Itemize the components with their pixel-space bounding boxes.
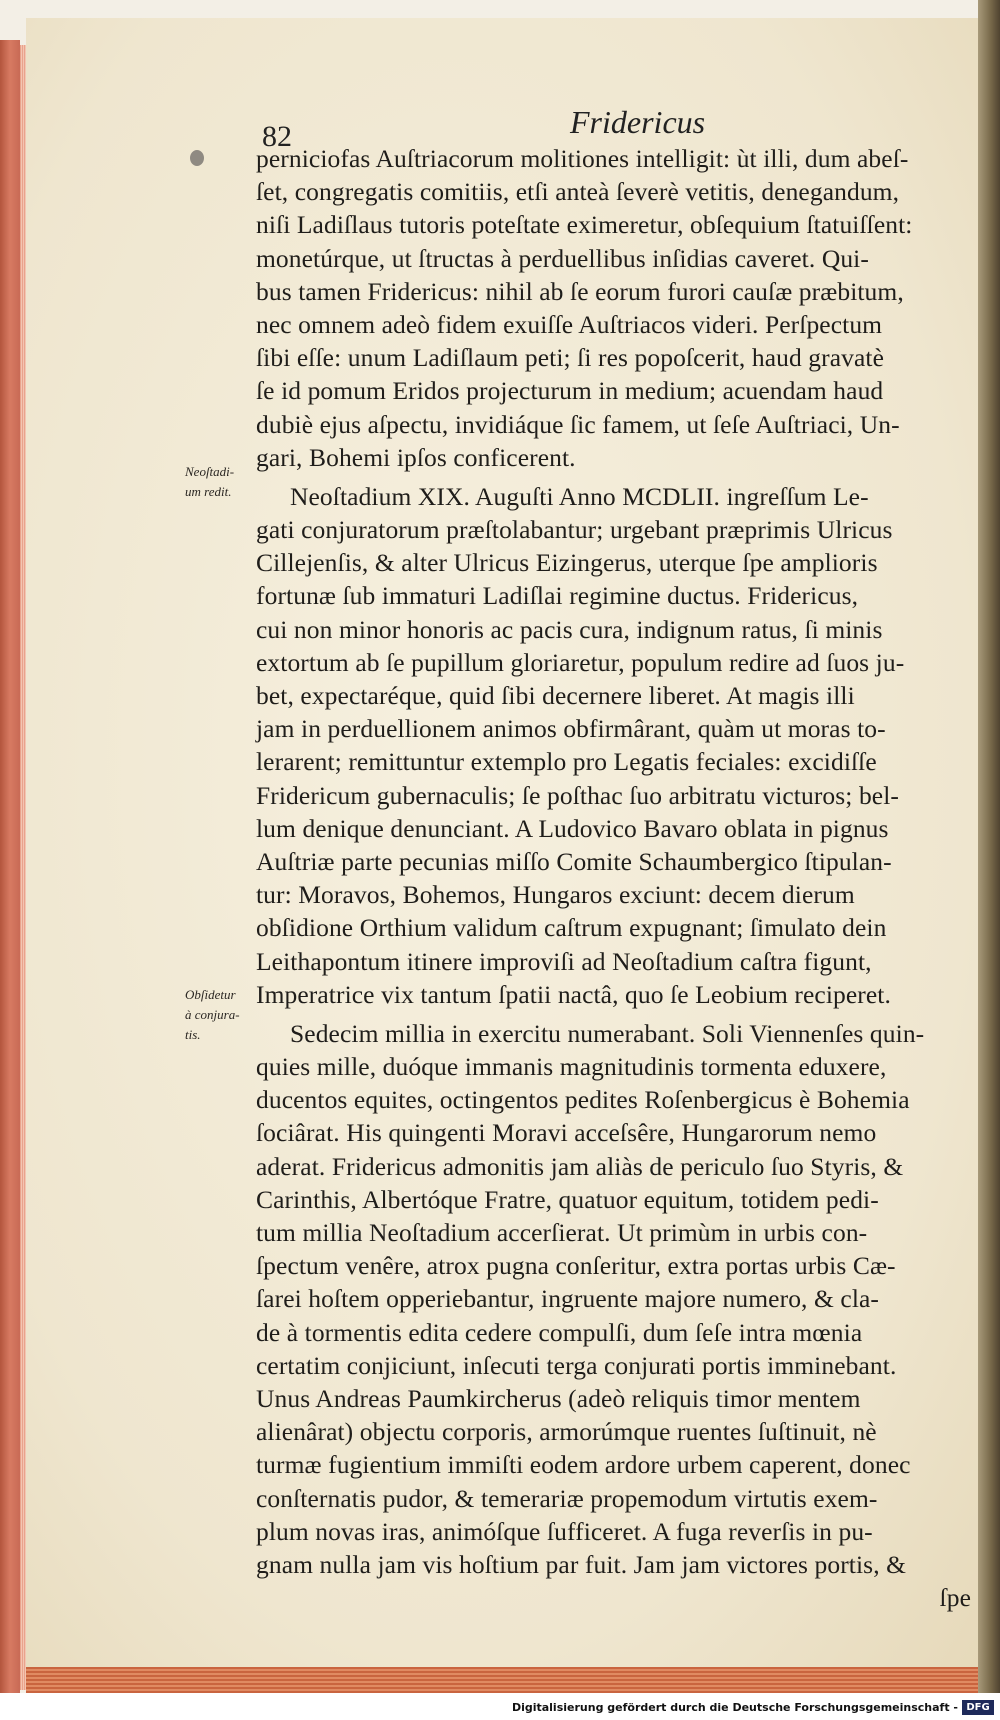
binding-hole [190, 150, 204, 166]
text-line: ſet, congregatis comitiis, etſi anteà ſeverè vetitis, denegandum, [256, 177, 900, 207]
text-line: plum novas iras, animóſque ſufficeret. A fuga reverſis in pu- [256, 1516, 873, 1546]
text-line: quies mille, duóque immanis magnitudinis tormenta eduxere, [256, 1052, 887, 1082]
marginal-note-1 [185, 462, 265, 502]
text-line: aderat. Fridericus admonitis jam aliàs de periculo ſuo Styris, & [256, 1151, 904, 1181]
page-number: 82 [262, 120, 292, 153]
text-line: extortum ab ſe pupillum gloriaretur, populum redire ad ſuos ju- [256, 647, 905, 677]
running-head: Fridericus [570, 104, 706, 140]
text-line: certatim conjiciunt, inſecuti terga conjurati portis imminebant. [256, 1350, 897, 1380]
text-line: fortunæ ſub immaturi Ladiſlai regimine ductus. Fridericus, [256, 581, 859, 611]
text-line: gati conjuratorum præſtolabantur; urgebant præprimis Ulricus [256, 515, 893, 545]
text-line: dubiè ejus aſpectu, invidiáque ſic famem, ut ſeſe Auſtriaci, Un- [256, 409, 900, 439]
text-line: gari, Bohemi ipſos conficerent. [256, 442, 576, 472]
marginal-note-2 [185, 985, 265, 1045]
page-edge-right [978, 0, 1000, 1695]
text-line: turmæ fugientium immiſti eodem ardore urbem caperent, donec [256, 1450, 911, 1480]
paragraph-1 [256, 142, 971, 474]
text-line: conſternatis pudor, & temerariæ propemodum virtutis exem- [256, 1483, 878, 1513]
text-line: Leithapontum itinere improviſi ad Neoſtadium caſtra figunt, [256, 946, 872, 976]
text-line: cui non minor honoris ac pacis cura, indignum ratus, ſi minis [256, 614, 883, 644]
marginal-line: tis. [185, 1027, 201, 1042]
text-line: ſpectum venêre, atrox pugna conſeritur, extra portas urbis Cæ- [256, 1251, 896, 1281]
paragraph-2 [256, 480, 971, 1011]
paragraph-3 [256, 1017, 971, 1581]
catchword: ſpe [939, 1583, 971, 1613]
text-line: bet, expectaréque, quid ſibi decernere liberet. At magis illi [256, 681, 855, 710]
marginal-line: Neoſtadi- [185, 464, 235, 479]
text-line: Unus Andreas Paumkircherus (adeò reliquis timor mentem [256, 1383, 861, 1413]
text-line: Fridericum gubernaculis; ſe poſthac ſuo arbitratu victuros; bel- [256, 780, 900, 810]
text-line: alienârat) objectu corporis, armorúmque ruentes ſuſtinuit, nè [256, 1417, 877, 1447]
text-line: bus tamen Fridericus: nihil ab ſe eorum furori cauſæ præbitum, [256, 276, 904, 306]
text-line: Cillejenſis, & alter Ulricus Eizingerus, uterque ſpe amplioris [256, 548, 878, 578]
body-text [256, 142, 971, 1614]
marginal-line: Obſidetur [185, 987, 236, 1002]
text-line: ducentos equites, octingentos pedites Roſenbergicus è Bohemia [256, 1085, 910, 1115]
marginal-line: à conjura- [185, 1007, 240, 1022]
text-line: ſe id pomum Eridos projecturum in medium; acuendam haud [256, 376, 884, 406]
text-line: gnam nulla jam vis hoſtium par fuit. Jam jam victores portis, & [256, 1549, 907, 1579]
text-line: Imperatrice vix tantum ſpatii nactâ, quo ſe Leobium reciperet. [256, 979, 891, 1009]
text-line: Auſtriæ parte pecunias miſſo Comite Schaumbergico ſtipulan- [256, 846, 892, 876]
text-line: Sedecim millia in exercitu numerabant. Soli Viennenſes quin- [290, 1018, 925, 1048]
digitization-credit: Digitalisierung gefördert durch die Deutsche Forschungsgemeinschaft - [511, 1701, 958, 1714]
text-line: de à tormentis edita cedere compulſi, dum ſeſe intra mœnia [256, 1317, 863, 1347]
text-line: monetúrque, ut ſtructas à perduellibus inſidias caveret. Qui- [256, 243, 869, 273]
text-line: ſibi eſſe: unum Ladiſlaum peti; ſi res popoſcerit, haud gravatè [256, 343, 885, 373]
text-line: ſarei hoſtem opperiebantur, ingruente majore numero, & cla- [256, 1284, 880, 1314]
text-line: lum denique denunciant. A Ludovico Bavaro oblata in pignus [256, 813, 889, 843]
text-line: Neoſtadium XIX. Auguſti Anno MCDLII. ingreſſum Le- [290, 481, 869, 511]
page-edge-left [0, 40, 20, 1695]
text-line: ſociârat. His quingenti Moravi acceſsêre, Hungarorum nemo [256, 1118, 877, 1148]
marginal-line: um redit. [185, 484, 232, 499]
text-line: tur: Moravos, Bohemos, Hungaros exciunt: decem dierum [256, 880, 855, 910]
text-line: jam in perduellionem animos obfirmârant, quàm ut moras to- [256, 714, 886, 744]
text-line: Carinthis, Albertóque Fratre, quatuor equitum, totidem pedi- [256, 1184, 879, 1214]
text-line: nec omnem adeò fidem exuiſſe Auſtriacos videri. Perſpectum [256, 309, 883, 339]
page-edge-bottom [26, 1667, 978, 1693]
footer-bar [0, 1693, 1000, 1720]
text-line: niſi Ladiſlaus tutoris poteſtate eximeretur, obſequium ſtatuiſſent: [256, 210, 913, 240]
dfg-logo: DFG [962, 1700, 994, 1715]
text-line: obſidione Orthium validum caſtrum expugnant; ſimulato dein [256, 913, 887, 943]
text-line: perniciofas Auſtriacorum molitiones intelligit: ùt illi, dum abeſ- [256, 144, 909, 173]
text-line: lerarent; remittuntur extemplo pro Legatis feciales: excidiſſe [256, 747, 877, 777]
text-line: tum millia Neoſtadium accerſierat. Ut primùm in urbis con- [256, 1218, 868, 1247]
